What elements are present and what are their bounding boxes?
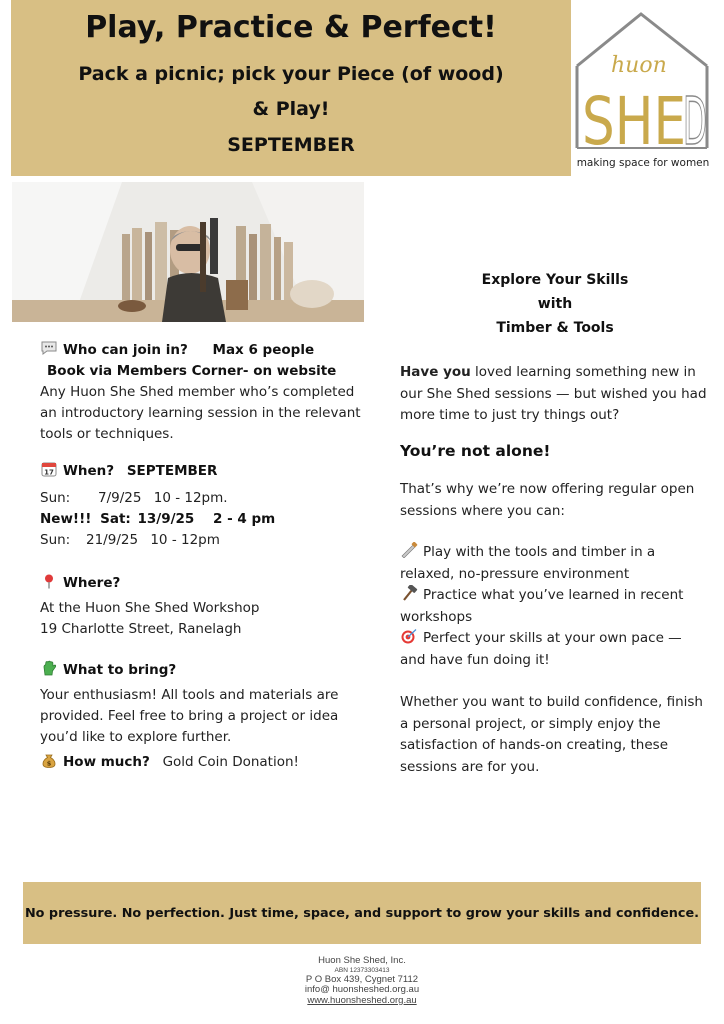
who-body: Any Huon She Shed member who’s completed an introductory learning session in the relevant tools or techniques. [40,384,361,442]
offering-paragraph: That’s why we’re now offering regular open sessions where you can: [400,481,695,519]
session-row [40,509,370,530]
when-month: SEPTEMBER [126,463,218,479]
where-line-2: 19 Charlotte Street, Ranelagh [40,621,242,637]
where-line-1: At the Huon She Shed Workshop [40,600,260,616]
cost-heading: How much? [63,754,150,770]
intro-rest: loved learning something new in our She Shed sessions — but wished you had more time to just try things out? [400,364,707,423]
glove-icon [40,660,58,676]
calendar-icon [40,461,58,477]
explore-line-1: Explore Your Skills [481,272,629,288]
session-day: Sun: [40,532,71,548]
session-time: 10 - 12pm. [153,490,228,506]
session-time: 10 - 12pm [150,532,220,548]
right-column [400,268,710,778]
explore-line-3: Timber & Tools [496,320,614,336]
subtitle-line-1: Pack a picnic; pick your Piece (of wood) [78,63,504,85]
woodworking-photo [12,182,364,322]
logo-tagline: making space for women [576,157,710,169]
contact-abn: ABN 12373303413 [334,966,390,974]
session-row [40,530,370,551]
who-capacity: Max 6 people [212,342,315,358]
page-title: Play, Practice & Perfect! [85,10,497,45]
explore-heading [400,268,710,340]
logo-word-d: D [683,83,707,158]
footer-banner [23,882,701,944]
who-heading: Who can join in? [63,342,188,358]
who-booking: Book via Members Corner- on website [47,363,337,379]
session-new-badge: New!!! [40,511,92,527]
who-section [40,340,370,445]
left-column [40,340,370,773]
session-date: 7/9/25 [98,490,142,506]
bring-section [40,660,370,748]
woodworking-photo-icon [12,182,364,322]
session-date: 13/9/25 [137,511,195,527]
logo-word-she: SHE [582,83,686,158]
bullet-item [400,585,710,628]
session-row [40,488,370,509]
speech-bubble-icon [40,340,58,356]
where-heading: Where? [63,575,121,591]
when-heading: When? [63,463,115,479]
bring-heading: What to bring? [63,662,177,678]
session-day: Sun: [40,490,71,506]
cost-section [40,752,370,773]
contact-org: Huon She Shed, Inc. [318,955,406,966]
logo-word-huon: huon [611,53,667,78]
session-day: Sat: [100,511,131,527]
svg-text:$: $ [46,759,52,768]
svg-text:17: 17 [44,468,54,477]
target-icon [400,628,418,644]
hammer-icon [400,585,418,601]
contact-email[interactable]: info@ huonsheshed.org.au [304,984,420,995]
cost-value: Gold Coin Donation! [162,754,299,770]
money-bag-icon [40,752,58,768]
explore-line-2: with [537,296,573,312]
header-month: SEPTEMBER [227,134,355,156]
closing-paragraph: Whether you want to build confidence, finish a personal project, or simply enjoy the satisfaction of hands-on creating, these sessions are for you. [400,694,703,775]
not-alone-heading: You’re not alone! [400,441,551,460]
bullet-text: Play with the tools and timber in a relaxed, no-pressure environment [400,544,656,582]
bullet-item [400,628,710,671]
where-section [40,573,370,640]
bullet-text: Perfect your skills at your own pace — and have fun doing it! [400,630,682,668]
contact-website-link[interactable]: www.huonsheshed.org.au [307,994,417,1006]
when-section [40,461,370,551]
subtitle-line-2: & Play! [252,98,330,120]
footer-banner-text: No pressure. No perfection. Just time, space, and support to grow your skills and confidence. [24,905,700,921]
house-outline-icon [573,8,713,158]
intro-bold: Have you [400,364,471,380]
contact-block [200,956,524,1006]
session-date: 21/9/25 [86,532,139,548]
bullet-item [400,542,710,585]
session-time: 2 - 4 pm [213,511,276,527]
pin-icon [40,573,58,589]
intro-paragraph [400,362,710,427]
contact-po-box: P O Box 439, Cygnet 7112 [305,973,419,985]
saw-icon [400,542,418,558]
bullet-text: Practice what you’ve learned in recent workshops [400,587,684,625]
bring-body: Your enthusiasm! All tools and materials are provided. Feel free to bring a project or idea you’d like to explore further. [40,687,339,745]
huon-shed-logo [573,8,713,176]
